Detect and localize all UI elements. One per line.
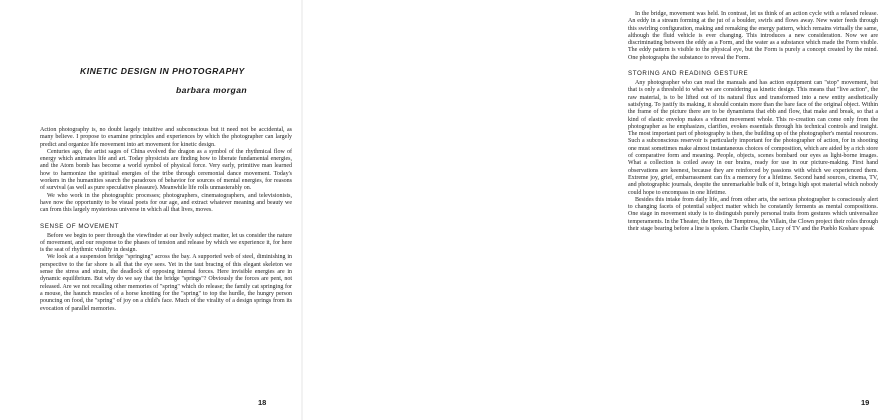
paragraph: We look at a suspension bridge "springing" across the bay. A supported web of steel, diminishing in perspective to the far shore is all that the eye sees. Yet in the taut bracing of this elegant skeleton we sense the stress and strain, the deadlock of opposing internal forces. Here invisible energies are in dynamic equilibrium. But why do we say that the bridge "springs"? Obviously the forces are pent, not released. Are we not recalling other memories of "spring" which do release; the family cat springing for a mouse, the haunch muscles of a horse knotting for the "spring" to top the hurdle, the hungry person pouncing on food, the "spring" of joy on a child's face. Much of the virality of a design springs from its evocation of parallel memories.: [40, 254, 292, 312]
paragraph: Action photography is, no doubt largely intuitive and subconscious but it need not be accidental, as many believe. I propose to examine principles and experiences by which the photographer can largely predict and organize life movement into art movement for kinetic design.: [40, 127, 292, 148]
paragraph: Besides this intake from daily life, and from other arts, the serious photographer is consciously alert to changing facets of potential subject matter which he constantly ferments as mental compositions. One stage in movement study is to distinguish purely personal traits from gestures which universalize temperaments. In the Theater, the Hero, the Temptress, the Villain, the Clown project their roles through their stage bearing before a line is spoken. Charlie Chaplin, Lucy of TV and the Pueblo Koshare speak: [628, 196, 878, 233]
left-column: [40, 127, 292, 313]
paragraph: We who work in the photographic processes; photographers, cinematographers, and televisionists, have now the opportunity to be visual poets for our age, and extract whatever meaning and beauty we can from this largely mysterious universe in which all that lives, moves.: [40, 192, 292, 214]
article-author: barbara morgan: [176, 85, 248, 95]
paragraph: Any photographer who can read the manuals and has action equipment can "stop" movement, but that is only a threshold to what we are considering as kinetic design. This means that "live action", the raw material, is to be lifted out of its natural flux and transformed into a new entity aesthetically satisfying. To justify its making, it should contain more than the bare face of the original object. Within the frame of the picture there are to be dynamisms that ebb and flow, that make and break, so that a kind of elastic envelop makes a vibrant movement whole. This re-creation can come only from the photographer as he emphasizes, clarifies, evokes essentials through his technical controls and insight. The most important part of photography is then, the building up of the photographer's mental resources. Such a subconscious reservoir is particularly important for the photographer of action, for in shooting one must sometimes make almost instantaneous choices of composition, which are aided by a rich store of comparative form and meaning. People, objects, scenes bombard our eyes as light-borne images. What a collection is coiled away in our brains, ready for use in our picture-making. First hand observations are keenest, because they are reinforced by passions with which we experienced them. Extreme joy, grief, embarrassment can fix a memory for a lifetime. Second hand sources, cinema, TV, and photographic journals, despite the unremarkable bulk of it, brings high spot material which nobody could hope to encompass in one lifetime.: [628, 80, 878, 196]
right-page: [303, 0, 878, 420]
section-heading-sense-of-movement: SENSE OF MOVEMENT: [40, 222, 119, 230]
paragraph: Before we begin to peer through the viewfinder at our lively subject matter, let us consider the nature of movement, and our response to the phases of tension and release by which we experience it, for here is the seat of rhythmic virality in design.: [40, 232, 292, 254]
paragraph: Centuries ago, the artist sages of China evolved the dragon as a symbol of the rhythmical flow of energy which animates life and art. Today physicists are finding how to liberate fundamental energies, and the Atom bomb has become a world symbol of physical force. Very early, primitive man learned how to harmonize the spiritual energies of the tribe through ceremonial dance movement. Today's workers in the humanities search the paradoxes of behavior for sources of mental energies, for reasons of survival (as well as pure speculative pleasure). Meanwhile life rolls unmasterably on.: [40, 148, 292, 192]
left-page: [0, 0, 303, 420]
article-title: KINETIC DESIGN IN PHOTOGRAPHY: [80, 66, 245, 76]
paragraph: In the bridge, movement was held. In contrast, let us think of an action cycle with a relaxed release. An eddy in a stream forming at the jut of a boulder, swirls and flows away. New water feeds through this swirling configuration, making and remaking the energy pattern, which remains virtually the same, although the fluid vehicle is ever changing. This introduces a new consideration. Now we are discriminating between the eddy as a Form, and the water as a substance which made the Form visible. The eddy pattern is visible to the physical eye, but the Form is purely a concept created by the mind. One photographs the substance to reveal the Form.: [628, 11, 878, 61]
right-column: [628, 11, 878, 233]
page-number-right: 19: [861, 398, 870, 407]
section-heading-storing-and-reading-gesture: STORING AND READING GESTURE: [628, 70, 749, 78]
page-number-left: 18: [258, 398, 267, 407]
